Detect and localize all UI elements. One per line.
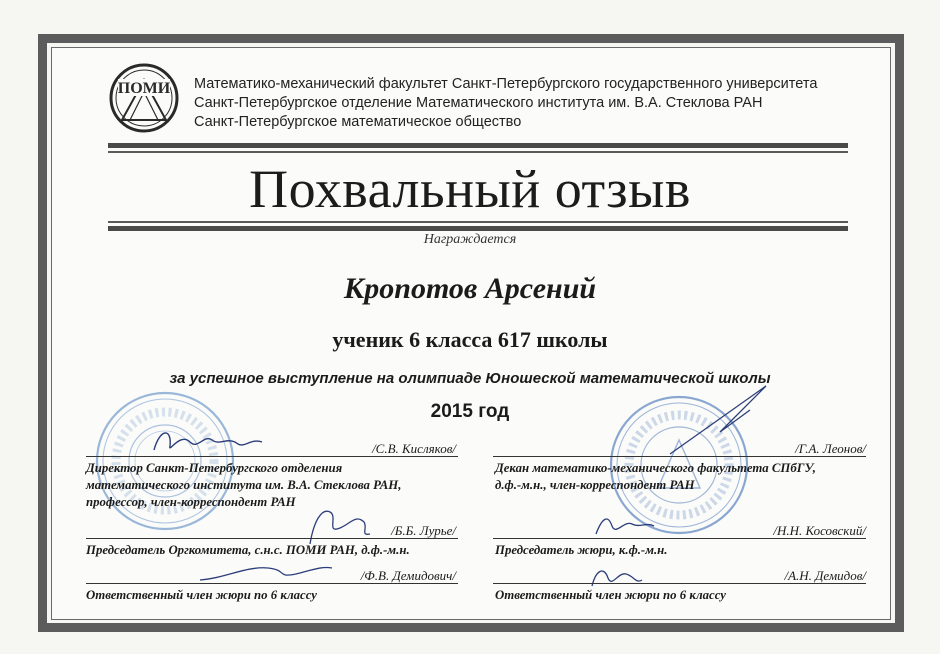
signature-role-lurie: Председатель Оргкомитета, с.н.с. ПОМИ РАН, д.ф.-м.н. bbox=[86, 543, 410, 557]
signature-kosovsky bbox=[590, 508, 660, 542]
pomi-logo bbox=[108, 62, 180, 134]
award-reason: за успешное выступление на олимпиаде Юношеской математической школы bbox=[169, 370, 771, 387]
svg-text:ПОМИ: ПОМИ bbox=[117, 80, 171, 97]
signature-name-f-demidovich: /Ф.В. Демидович/ bbox=[360, 568, 456, 583]
certificate-title: Похвальный отзыв bbox=[249, 159, 691, 219]
title-rule-thin bbox=[108, 221, 848, 223]
signature-role-leonov: Декан математико-механического факультета СПбГУ, д.ф.-м.н., член-корреспондент РАН bbox=[495, 461, 816, 492]
signature-name-leonov: /Г.А. Леонов/ bbox=[795, 441, 866, 456]
signature-name-kosovsky: /Н.Н. Косовский/ bbox=[773, 523, 866, 538]
signature-kislyakov bbox=[150, 420, 270, 460]
signature-role-kislyakov: Директор Санкт-Петербургского отделения математического института им. В.А. Стеклова РАН, профессор, член-корреспондент РАН bbox=[86, 461, 402, 509]
institution-line-1: Математико-механический факультет Санкт-Петербургского государственного университета bbox=[194, 76, 818, 92]
header-rule-thin bbox=[108, 151, 848, 153]
signature-line bbox=[493, 456, 866, 457]
awarded-label: Награждается bbox=[423, 232, 517, 247]
signature-leonov bbox=[660, 380, 780, 460]
signature-role-a-demidov: Ответственный член жюри по 6 классу bbox=[495, 588, 726, 602]
institution-line-2: Санкт-Петербургское отделение Математического института им. В.А. Стеклова РАН bbox=[194, 95, 763, 111]
signature-line bbox=[493, 538, 866, 539]
signature-role-f-demidovich: Ответственный член жюри по 6 классу bbox=[86, 588, 317, 602]
signature-line bbox=[86, 583, 458, 584]
signature-line bbox=[86, 456, 458, 457]
award-year: 2015 год bbox=[430, 401, 510, 422]
recipient-name: Кропотов Арсений bbox=[343, 272, 597, 305]
signature-name-a-demidov: /А.Н. Демидов/ bbox=[784, 568, 866, 583]
signature-line bbox=[493, 583, 866, 584]
signature-name-kislyakov: /С.В. Кисляков/ bbox=[372, 441, 456, 456]
signature-role-kosovsky: Председатель жюри, к.ф.-м.н. bbox=[495, 543, 668, 557]
institution-line-3: Санкт-Петербургское математическое общество bbox=[194, 114, 522, 130]
student-info: ученик 6 класса 617 школы bbox=[332, 327, 608, 352]
signature-f-demidovich bbox=[196, 556, 336, 586]
signature-name-lurie: /Б.Б. Лурье/ bbox=[391, 523, 456, 538]
title-rule-thick bbox=[108, 226, 848, 231]
header-rule-thick bbox=[108, 143, 848, 148]
signature-line bbox=[86, 538, 458, 539]
